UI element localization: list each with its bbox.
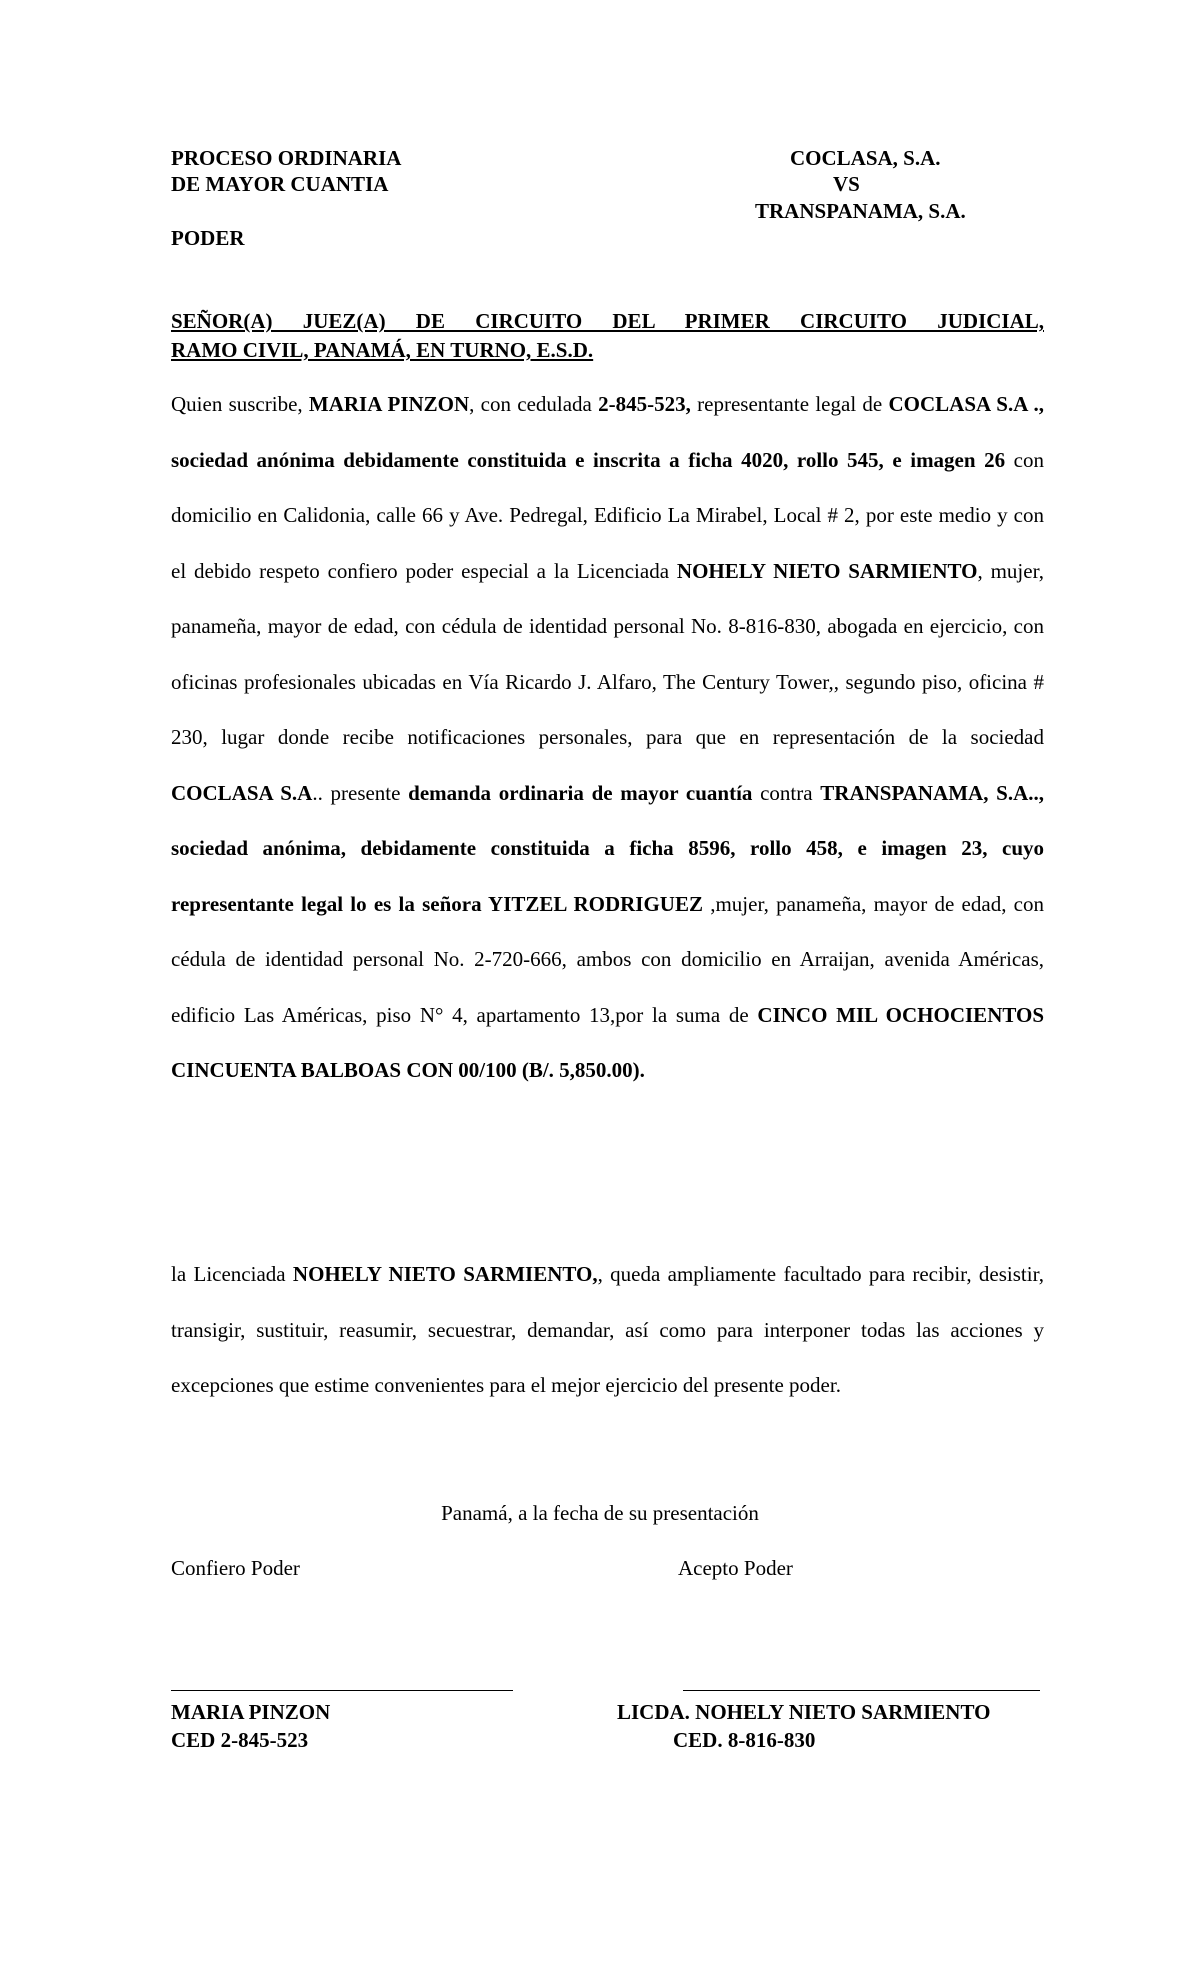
lawsuit-type: demanda ordinaria de mayor cuantía <box>408 780 753 805</box>
addressee-line-2: RAMO CIVIL, PANAMÁ, EN TURNO, E.S.D. <box>171 338 594 362</box>
powers-paragraph: la Licenciada NOHELY NIETO SARMIENTO,, queda ampliamente facultado para recibir, desistir, transigir, sustituir, reasumir, secuestrar, demandar, así como para interponer todas las acciones y excepciones que estime convenientes para el mejor ejercicio del presente poder. <box>171 1262 1044 1397</box>
attorney-name-2: NOHELY NIETO SARMIENTO, <box>292 1262 598 1286</box>
grant-label: Confiero Poder <box>171 1556 300 1580</box>
case-type-line-1: PROCESO ORDINARIA <box>171 146 402 170</box>
company-name: COCLASA S.A <box>171 780 313 805</box>
signer-right-id: CED. 8-816-830 <box>673 1728 816 1752</box>
signer-right-name: LICDA. NOHELY NIETO SARMIENTO <box>617 1700 991 1724</box>
attorney-name: NOHELY NIETO SARMIENTO <box>676 558 978 583</box>
place-date: Panamá, a la fecha de su presentación <box>441 1501 759 1525</box>
versus-label: VS <box>833 172 860 196</box>
addressee-line-1: SEÑOR(A) JUEZ(A) DE CIRCUITO DEL PRIMER CIRCUITO JUDICIAL, <box>171 309 1044 333</box>
signature-line-right <box>683 1690 1040 1691</box>
signer-left-name: MARIA PINZON <box>171 1700 331 1724</box>
defendant-details: TRANSPANAMA, S.A.., sociedad anónima, debidamente constituida a ficha 8596, rollo 458, e imagen 23, cuyo representante legal lo es la señora YITZEL RODRIGUEZ <box>171 780 1044 916</box>
main-paragraph: Quien suscribe, MARIA PINZON, con cedulada 2-845-523, representante legal de COCLASA S.A ., sociedad anónima debidamente constituida e inscrita a ficha 4020, rollo 545, e imagen 26 con domicilio en Calidonia, calle 66 y Ave. Pedregal, Edificio La Mirabel, Local # 2, por este medio y con el debido respeto confiero poder especial a la Licenciada NOHELY NIETO SARMIENTO, mujer, panameña, mayor de edad, con cédula de identidad personal No. 8-816-830, abogada en ejercicio, con oficinas profesionales ubicadas en Vía Ricardo J. Alfaro, The Century Tower,, segundo piso, oficina # 230, lugar donde recibe notificaciones personales, para que en representación de la sociedad COCLASA S.A.. presente demanda ordinaria de mayor cuantía contra TRANSPANAMA, S.A.., sociedad anónima, debidamente constituida a ficha 8596, rollo 458, e imagen 23, cuyo representante legal lo es la señora YITZEL RODRIGUEZ ,mujer, panameña, mayor de edad, con cédula de identidad personal No. 2-720-666, ambos con domicilio en Arraijan, avenida Américas, edificio Las Américas, piso N° 4, apartamento 13,por la suma de CINCO MIL OCHOCIENTOS CINCUENTA BALBOAS CON 00/100 (B/. 5,850.00). <box>171 392 1044 1082</box>
grantor-name: MARIA PINZON <box>308 392 470 416</box>
signature-line-left <box>171 1690 513 1691</box>
defendant-name: TRANSPANAMA, S.A. <box>755 199 966 223</box>
claim-amount: CINCO MIL OCHOCIENTOS CINCUENTA BALBOAS CON 00/100 (B/. 5,850.00). <box>171 1002 1044 1082</box>
plaintiff-name: COCLASA, S.A. <box>790 146 941 170</box>
grantor-id: 2-845-523, <box>598 392 691 416</box>
accept-label: Acepto Poder <box>678 1556 793 1580</box>
case-type-line-2: DE MAYOR CUANTIA <box>171 172 389 196</box>
signer-left-id: CED 2-845-523 <box>171 1728 309 1752</box>
document-title: PODER <box>171 226 245 250</box>
company-registration: COCLASA S.A ., sociedad anónima debidamente constituida e inscrita a ficha 4020, rollo 545, e imagen 26 <box>171 392 1044 472</box>
